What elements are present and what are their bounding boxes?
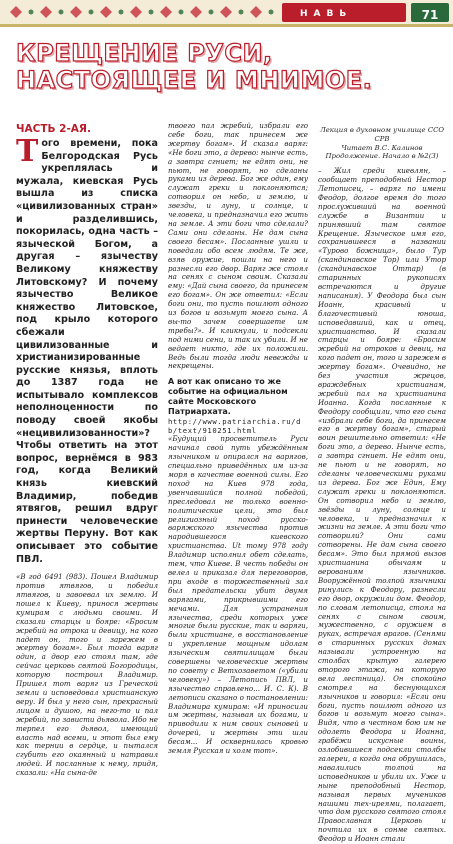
- column-2: [168, 122, 308, 756]
- column-1: [16, 122, 158, 778]
- lecture-text: – Жил среди киевлян, – сообщает преподобный Нестор Летописец, – варяг по имени Феодор, долгое время до того прослуживший на военной службе в Византии и принявший там святое Крещение. Языческое имя его, сохранившееся в названии «Турово божница», было Тур (скандинавское Тор) или Утор (скандинавское Оттар) (в старинных рукописях встречаются и другие написания). У Феодора был сын Иоанн, красивый и благочестивый юноша, исповедавший, как и отец, христианство. И сказали старцы и бояре: «Бросим жребий на отроков и девиц, на кого падет он, того и зарежем в жертву богам». Очевидно, не без участия жрецов, враждебных христианам, жребий пал на христианина Иоанна. Когда посланные к Феодору сообщили, что его сына «избрали себе боги, да принесем его в жертву богам», старый воин решительно ответил: «Не боги это, а дерево. Нынче есть, а завтра сгниет. Не едят они, не пьют и не говорят, но сделаны человеческими руками из дерева. Бог же Един, Ему служат греки и поклоняются. Он сотворил небо и землю, звёзды и луну, солнце и человека, и предназначил к жизни на земле. А эти боги что сотворили? Они сами сотворены. Не дам сына своего бесам». Это был прямой вызов христианина обычаям и верованиям язычников. Вооружённой толпой язычники ринулись к Феодору, разнесли его двор, окружили дом. Феодор, по словам летописца, стоял на сенях с сыном своим, мужественно, с оружием в руках, встречая врагов. (Сенями в старинных русских домах называли устроенную на столбах крытую галерею второго этажа, на которую вела лестница). Он спокойно смотрел на беснующихся язычников и говорил: «Если они боги, пусть пошлют одного из богов и возьмут моего сына». Видя, что в честном бою им не одолеть Феодора и Иоанна, грабёжи искусные воины, озлобившиеся подсекли столбы галереи, а когда она обрушилась, навалились толпой на исповедников и убили их. Уже и ныне преподобный Нестор, называя первых мучеников нашими тех-иреями, полагает, что дом русского святого стоял Православная Церковь и почтила их в сонме святых. Феодор и Иоанн стали: [318, 166, 446, 844]
- lecture-header-line-1: Лекция в духовном училище ССО СРВ: [319, 126, 445, 143]
- lead-paragraph: [16, 134, 158, 566]
- lecture-header-line-2: Читает В.С. Калинов: [341, 143, 423, 152]
- subheading: А вот как описано то же событие на официальном сайте Московского Патриархата.: [168, 377, 288, 417]
- page-number: 71: [421, 8, 439, 22]
- lecture-header-line-3: Продолжение. Начало в №2(3): [325, 152, 439, 161]
- column-3: [318, 122, 446, 844]
- chronicle-quote: «В год 6491 (983). Пошел Владимир против ятвягов, и победил ятвягов, и завоевал их землю. И пошел к Киеву, принося жертвы кумирам с людьми своими. И сказали старцы и бояре: «Бросим жребий на отрока и девицу, на кого падет он, того и зарежем в жертву богам». Был тогда варяг один, а двор его стоял там, где сейчас церковь святой Богородицы, которую построил Владимир. Пришел тот варяг из Греческой земли и исповедовал христианскую веру. И был у него сын, прекрасный лицом и душою, на него-то и пал жребий, по зависти дьявола. Ибо не терпел его дьявол, имеющий власть над всеми, и этот был ему как тернии в сердце, и пытался сгубить его окаянный и натравил людей. И посланные к нему, придя, сказали: «На сына-де: [16, 572, 158, 778]
- top-banner: [0, 0, 453, 30]
- lead-text: ого времени, пока Белгородская Русь укреплялась и мужала, киевская Русь вышла из списка «цивилизованных стран» и разделившись, покорилась, одна часть – языческой Богом, а другая – язычеству Великому княжеству Литовскому? И почему язычество Великое княжество Литовское, под крыло которого сбежали цивилизованные и христианизированные русские князья, вплоть до 1387 года не испытывало комплексов неполноценности по поводу своей якобы «нецивилизованности»? Чтобы ответить на этот вопрос, вернёмся в 983 год, когда Великий князь киевский Владимир, победив ятвягов, решил вдруг принести человеческие жертвы Перуну. Вот как описывает это событие ПВЛ.: [16, 138, 158, 565]
- ornament-icon: [0, 0, 453, 30]
- title-line-2: НАСТОЯЩЕЕ И МНИМОЕ.: [16, 66, 373, 94]
- part-label: ЧАСТЬ 2-АЯ.: [16, 123, 92, 135]
- title-line-1: КРЕЩЕНИЕ РУСИ,: [16, 39, 273, 67]
- drop-cap: Т: [16, 134, 39, 169]
- patriarchia-link[interactable]: http://www.patriarchia.ru/db/text/910251.html: [168, 417, 302, 436]
- chronicle-quote-continued: твоего пал жребий, избрали его себе боги, так принесем же жертву богам». И сказал варяг: «Не боги это, а дерево: нынче есть, а завтра сгниет; не едят они, не пьют, не говорят, но сделаны руками из дерева. Бог же один, ему служат греки и поклоняются; сотворил он небо, и землю, и звезды, и луну, и солнце, и человека, и предназначил его жить на земле. А эти боги что сделали? Сами они сделаны. Не дам сына своего бесам». Посланные ушли и поведали обо всем людям. Те же, взяв оружие, пошли на него и разнесли его двор. Варяг же стоял на сенях с сыном своим. Сказали ему: «Дай сына своего, да принесем его богам». Он же ответил: «Если боги они, то пусть пошлют одного из богов и возьмут моего сына. А вы-то зачем совершаете им требы?». И кликнули, и подсекли под ними сени, и так их убили. И не ведает никто, где их положили. Ведь были тогда люди невежды и некрещены.: [168, 121, 308, 371]
- article-title: [16, 40, 446, 94]
- patriarchia-quote: «Будущий просветитель Руси начинал свой путь убеждённым язычником и опирался на варягов, специально приведённых им из-за моря в качестве военной силы. Его поход на Киев 978 года, увенчавшийся полной победой, преследовал не только военно-политические цели, это был религиозный поход русско-варяжского язычества против народившегося киевского христианства. Ut тому 978 году Владимир исполнил обет сделать, тем, что Киеве. В честь победы он велел и приказал для переговоров, при входе в торжественный зал был предательски убит двумя варягами, прикрывшими его мечами. Для устранения язычества, среди которых уже многие были русские, так и варяги, были христиане, в восстановление и укрепление мощным идолам языческим святилищам были совершены человеческие жертвы по совету с Ветхозаветом («убили человеку») – Летопись ПВЛ, и язычество справлено... И. С. К). В летописи сказано о постановлении: Владимира кумирам: «И приносили им жертвы, называя их богами, и приводили к ним своих сыновей и дочерей, и жертвы эти шли бесам... И осквернилась кровью земля Русская и холм тот».: [168, 434, 308, 756]
- lecture-header: [318, 122, 446, 161]
- section-name: НАВЬ: [300, 9, 353, 19]
